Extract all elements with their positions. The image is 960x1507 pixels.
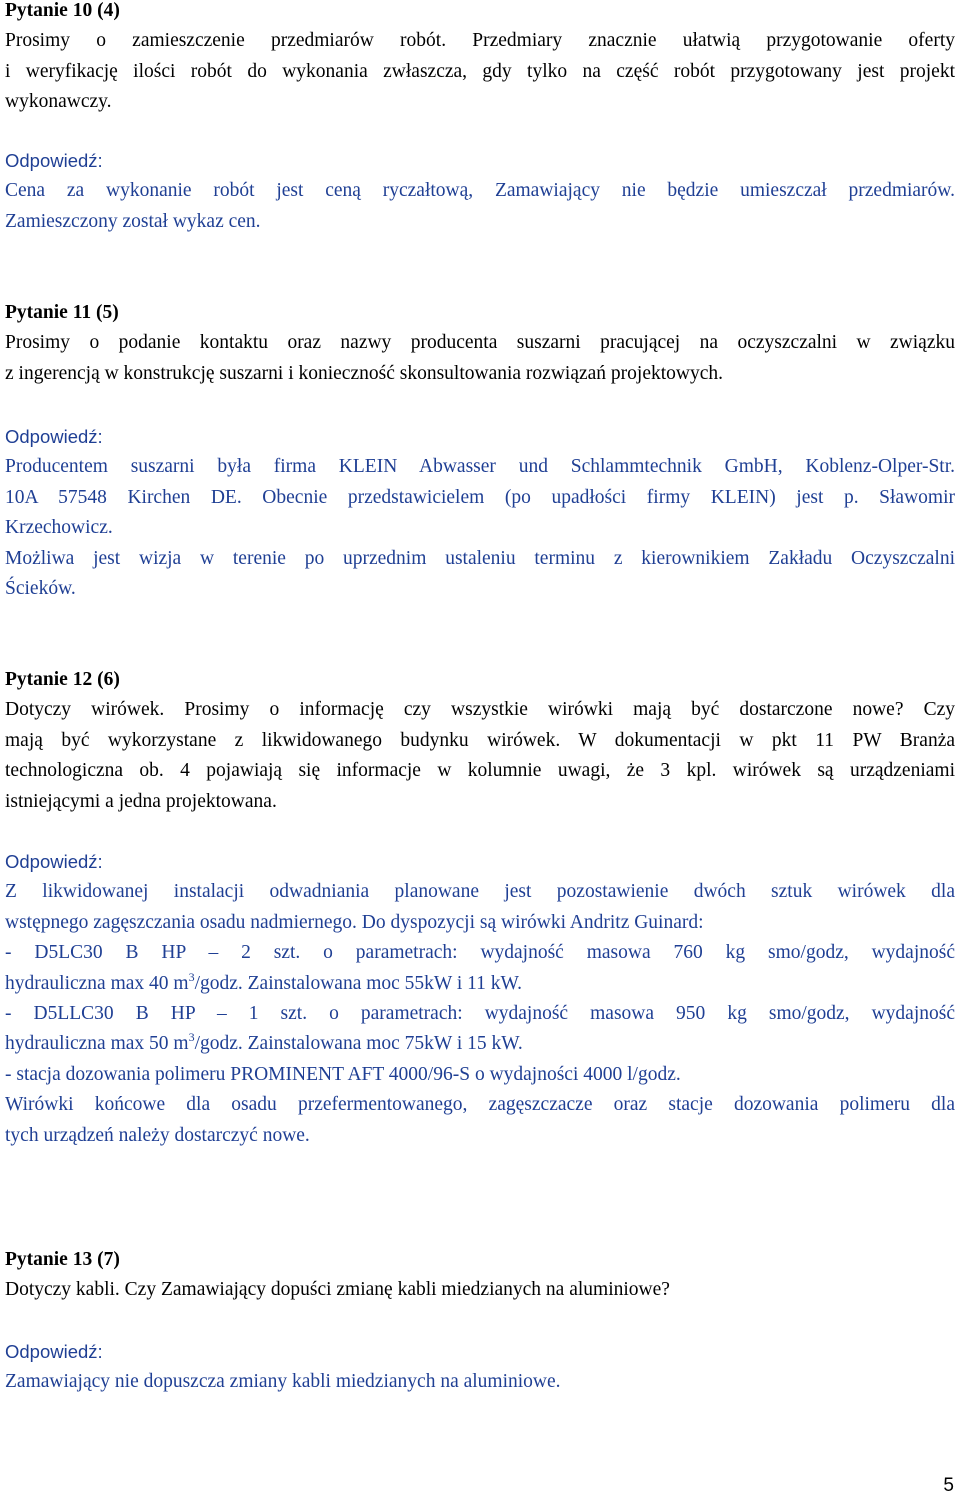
question-11 bbox=[5, 298, 955, 389]
hydraulic-text: hydrauliczna max 50 m bbox=[5, 1033, 189, 1055]
answer-hydraulic-line bbox=[5, 969, 955, 999]
answer-11 bbox=[5, 422, 955, 604]
answer-text-line: wstępnego zagęszczania osadu nadmiernego. Do dyspozycji są wirówki Andritz Guinard: bbox=[5, 911, 704, 933]
answer-label: Odpowiedź: bbox=[5, 426, 103, 447]
question-13 bbox=[5, 1245, 955, 1306]
question-10 bbox=[5, 0, 955, 118]
answer-label: Odpowiedź: bbox=[5, 150, 103, 171]
answer-text-line: - D5LC30 B HP – 2 szt. o parametrach: wydajność masowa 760 kg smo/godz, wydajność bbox=[5, 942, 955, 964]
superscript: 3 bbox=[188, 1030, 195, 1045]
question-text-line: Prosimy o zamieszczenie przedmiarów robót. Przedmiary znacznie ułatwią przygotowanie oferty bbox=[5, 30, 955, 52]
question-text-line: z ingerencją w konstrukcję suszarni i konieczność skonsultowania rozwiązań projektowych. bbox=[5, 362, 724, 384]
answer-13 bbox=[5, 1337, 955, 1398]
question-text-line: mają być wykorzystane z likwidowanego budynku wirówek. W dokumentacji w pkt 11 PW Branża bbox=[5, 729, 955, 751]
question-text-line: Dotyczy wirówek. Prosimy o informację czy wszystkie wirówki mają być dostarczone nowe? Czy bbox=[5, 699, 955, 721]
answer-text-line: - stacja dozowania polimeru PROMINENT AFT 4000/96-S o wydajności 4000 l/godz. bbox=[5, 1063, 681, 1085]
answer-text-line: Ścieków. bbox=[5, 577, 76, 599]
answer-text-line: Z likwidowanej instalacji odwadniania planowane jest pozostawienie dwóch sztuk wirówek dla bbox=[5, 881, 955, 903]
answer-text-line: Zamawiający nie dopuszcza zmiany kabli miedzianych na aluminiowe. bbox=[5, 1371, 561, 1393]
answer-10 bbox=[5, 146, 955, 237]
answer-hydraulic-line bbox=[5, 1029, 955, 1059]
question-text-line: istniejącymi a jedna projektowana. bbox=[5, 790, 277, 812]
answer-text-line: Wirówki końcowe dla osadu przefermentowanego, zagęszczacze oraz stacje dozowania polimeru dla bbox=[5, 1094, 955, 1116]
question-text-line: wykonawczy. bbox=[5, 91, 112, 113]
question-text-line: i weryfikację ilości robót do wykonania zwłaszcza, gdy tylko na część robót przygotowany jest projekt bbox=[5, 60, 955, 82]
question-title: Pytanie 10 (4) bbox=[5, 0, 120, 21]
question-title: Pytanie 11 (5) bbox=[5, 302, 119, 323]
answer-text-line: Cena za wykonanie robót jest ceną ryczałtową, Zamawiający nie będzie umieszczał przedmiarów. bbox=[5, 180, 955, 202]
answer-12 bbox=[5, 847, 955, 1151]
question-text-line: technologiczna ob. 4 pojawiają się informacje w kolumnie uwagi, że 3 kpl. wirówek są urządzeniami bbox=[5, 760, 955, 782]
answer-label: Odpowiedź: bbox=[5, 851, 103, 872]
page-number: 5 bbox=[943, 1475, 954, 1496]
answer-text-line: tych urządzeń należy dostarczyć nowe. bbox=[5, 1124, 310, 1146]
hydraulic-text: /godz. Zainstalowana moc 55kW i 11 kW. bbox=[194, 972, 523, 994]
question-12 bbox=[5, 665, 955, 817]
hydraulic-text: hydrauliczna max 40 m bbox=[5, 972, 189, 994]
answer-text-line: Producentem suszarni była firma KLEIN Abwasser und Schlammtechnik GmbH, Koblenz-Olper-Str. bbox=[5, 456, 955, 478]
answer-text-line: Krzechowicz. bbox=[5, 517, 113, 539]
answer-label: Odpowiedź: bbox=[5, 1341, 103, 1362]
question-title: Pytanie 13 (7) bbox=[5, 1249, 120, 1270]
answer-text-line: Zamieszczony został wykaz cen. bbox=[5, 210, 261, 232]
superscript: 3 bbox=[188, 969, 195, 984]
question-title: Pytanie 12 (6) bbox=[5, 669, 120, 690]
answer-text-line: Możliwa jest wizja w terenie po uprzednim ustaleniu terminu z kierownikiem Zakładu Oczyszczalni bbox=[5, 547, 955, 569]
question-text-line: Prosimy o podanie kontaktu oraz nazwy producenta suszarni pracującej na oczyszczalni w związku bbox=[5, 332, 955, 354]
answer-text-line: - D5LLC30 B HP – 1 szt. o parametrach: wydajność masowa 950 kg smo/godz, wydajność bbox=[5, 1002, 955, 1024]
answer-text-line: 10A 57548 Kirchen DE. Obecnie przedstawicielem (po upadłości firmy KLEIN) jest p. Sławomir bbox=[5, 486, 955, 508]
hydraulic-text: /godz. Zainstalowana moc 75kW i 15 kW. bbox=[194, 1033, 523, 1055]
question-text-line: Dotyczy kabli. Czy Zamawiający dopuści zmianę kabli miedzianych na aluminiowe? bbox=[5, 1279, 670, 1301]
